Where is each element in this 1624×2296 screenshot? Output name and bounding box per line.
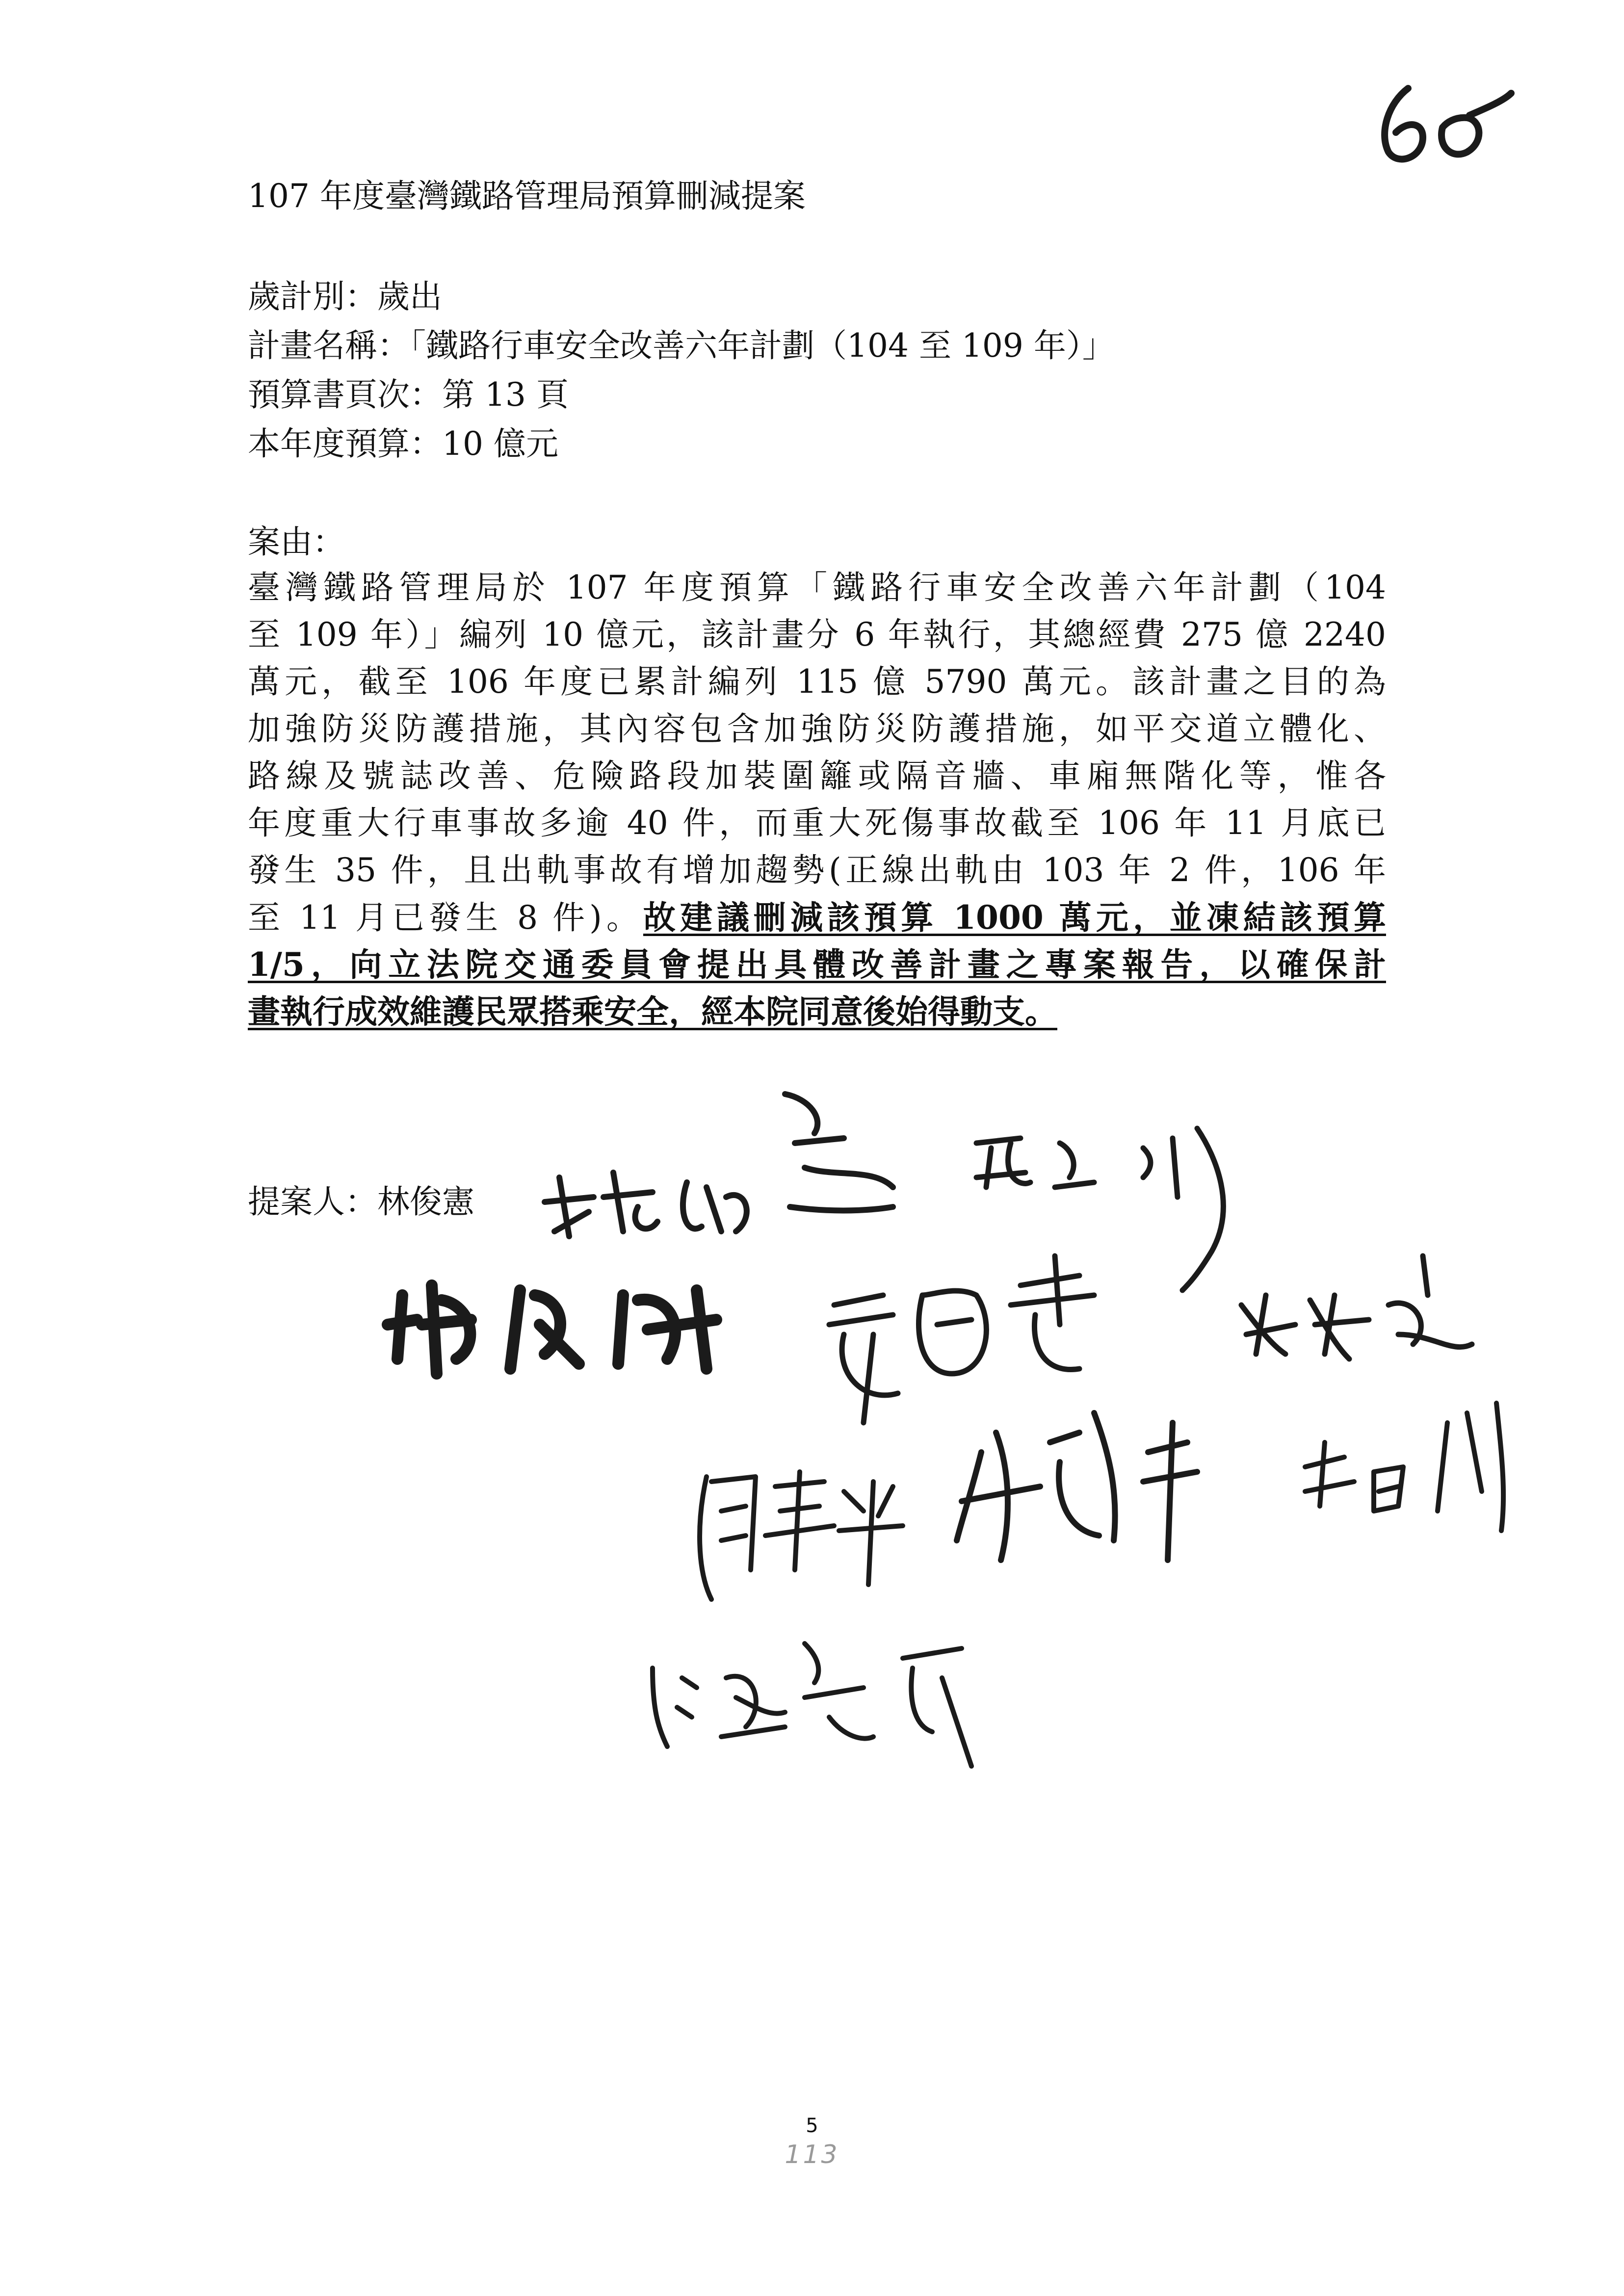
field-fiscal-category: 歲計別：歲出 xyxy=(248,278,442,315)
reason-line: 路線及號誌改善、危險路段加裝圍籬或隔音牆、車廂無階化等，惟各 xyxy=(248,757,1386,795)
signature-5 xyxy=(1241,1256,1472,1359)
proposal-text-emphasis: 故建議刪減該預算 1000 萬元，並凍結該預算 xyxy=(643,898,1386,937)
signature-2 xyxy=(976,1128,1223,1290)
signature-6 xyxy=(700,1472,903,1599)
signature-8 xyxy=(1305,1403,1503,1531)
field-budget-page: 預算書頁次：第 13 頁 xyxy=(248,376,569,414)
signature-1 xyxy=(545,1094,893,1236)
reason-text: 至 11 月已發生 8 件)。 xyxy=(248,899,643,937)
bottom-stamp: 113 xyxy=(785,2140,839,2169)
signature-3 xyxy=(388,1285,716,1374)
reason-line: 萬元，截至 106 年度已累計編列 115 億 5790 萬元。該計畫之目的為 xyxy=(248,663,1386,701)
document-title: 107 年度臺灣鐵路管理局預算刪減提案 xyxy=(248,177,806,215)
proposal-text-emphasis: 1/5，向立法院交通委員會提出具體改善計畫之專案報告，以確保計 xyxy=(248,945,1386,984)
reason-line: 至 109 年）」編列 10 億元，該計畫分 6 年執行，其總經費 275 億 2240 xyxy=(248,616,1386,653)
reason-line: 年度重大行車事故多逾 40 件，而重大死傷事故截至 106 年 11 月底已 xyxy=(248,804,1386,842)
field-annual-budget: 本年度預算：10 億元 xyxy=(248,425,558,463)
reason-line: 發生 35 件，且出軌事故有增加趨勢(正線出軌由 103 年 2 件，106 年 xyxy=(248,851,1386,889)
page-number: 5 xyxy=(806,2114,818,2137)
proposal-text-emphasis: 畫執行成效維護民眾搭乘安全，經本院同意後始得動支。 xyxy=(248,992,1057,1031)
reason-label: 案由： xyxy=(248,523,345,561)
reason-line: 臺灣鐵路管理局於 107 年度預算「鐵路行車安全改善六年計劃（104 xyxy=(248,569,1386,606)
signature-4 xyxy=(829,1256,1094,1423)
reason-line: 加強防災防護措施，其內容包含加強防災防護措施，如平交道立體化、 xyxy=(248,710,1386,748)
proposer-label: 提案人：林俊憲 xyxy=(248,1183,474,1221)
signature-7 xyxy=(957,1413,1197,1560)
field-plan-name: 計畫名稱：「鐵路行車安全改善六年計劃（104 至 109 年）」 xyxy=(248,327,1115,365)
signature-9 xyxy=(653,1644,971,1766)
